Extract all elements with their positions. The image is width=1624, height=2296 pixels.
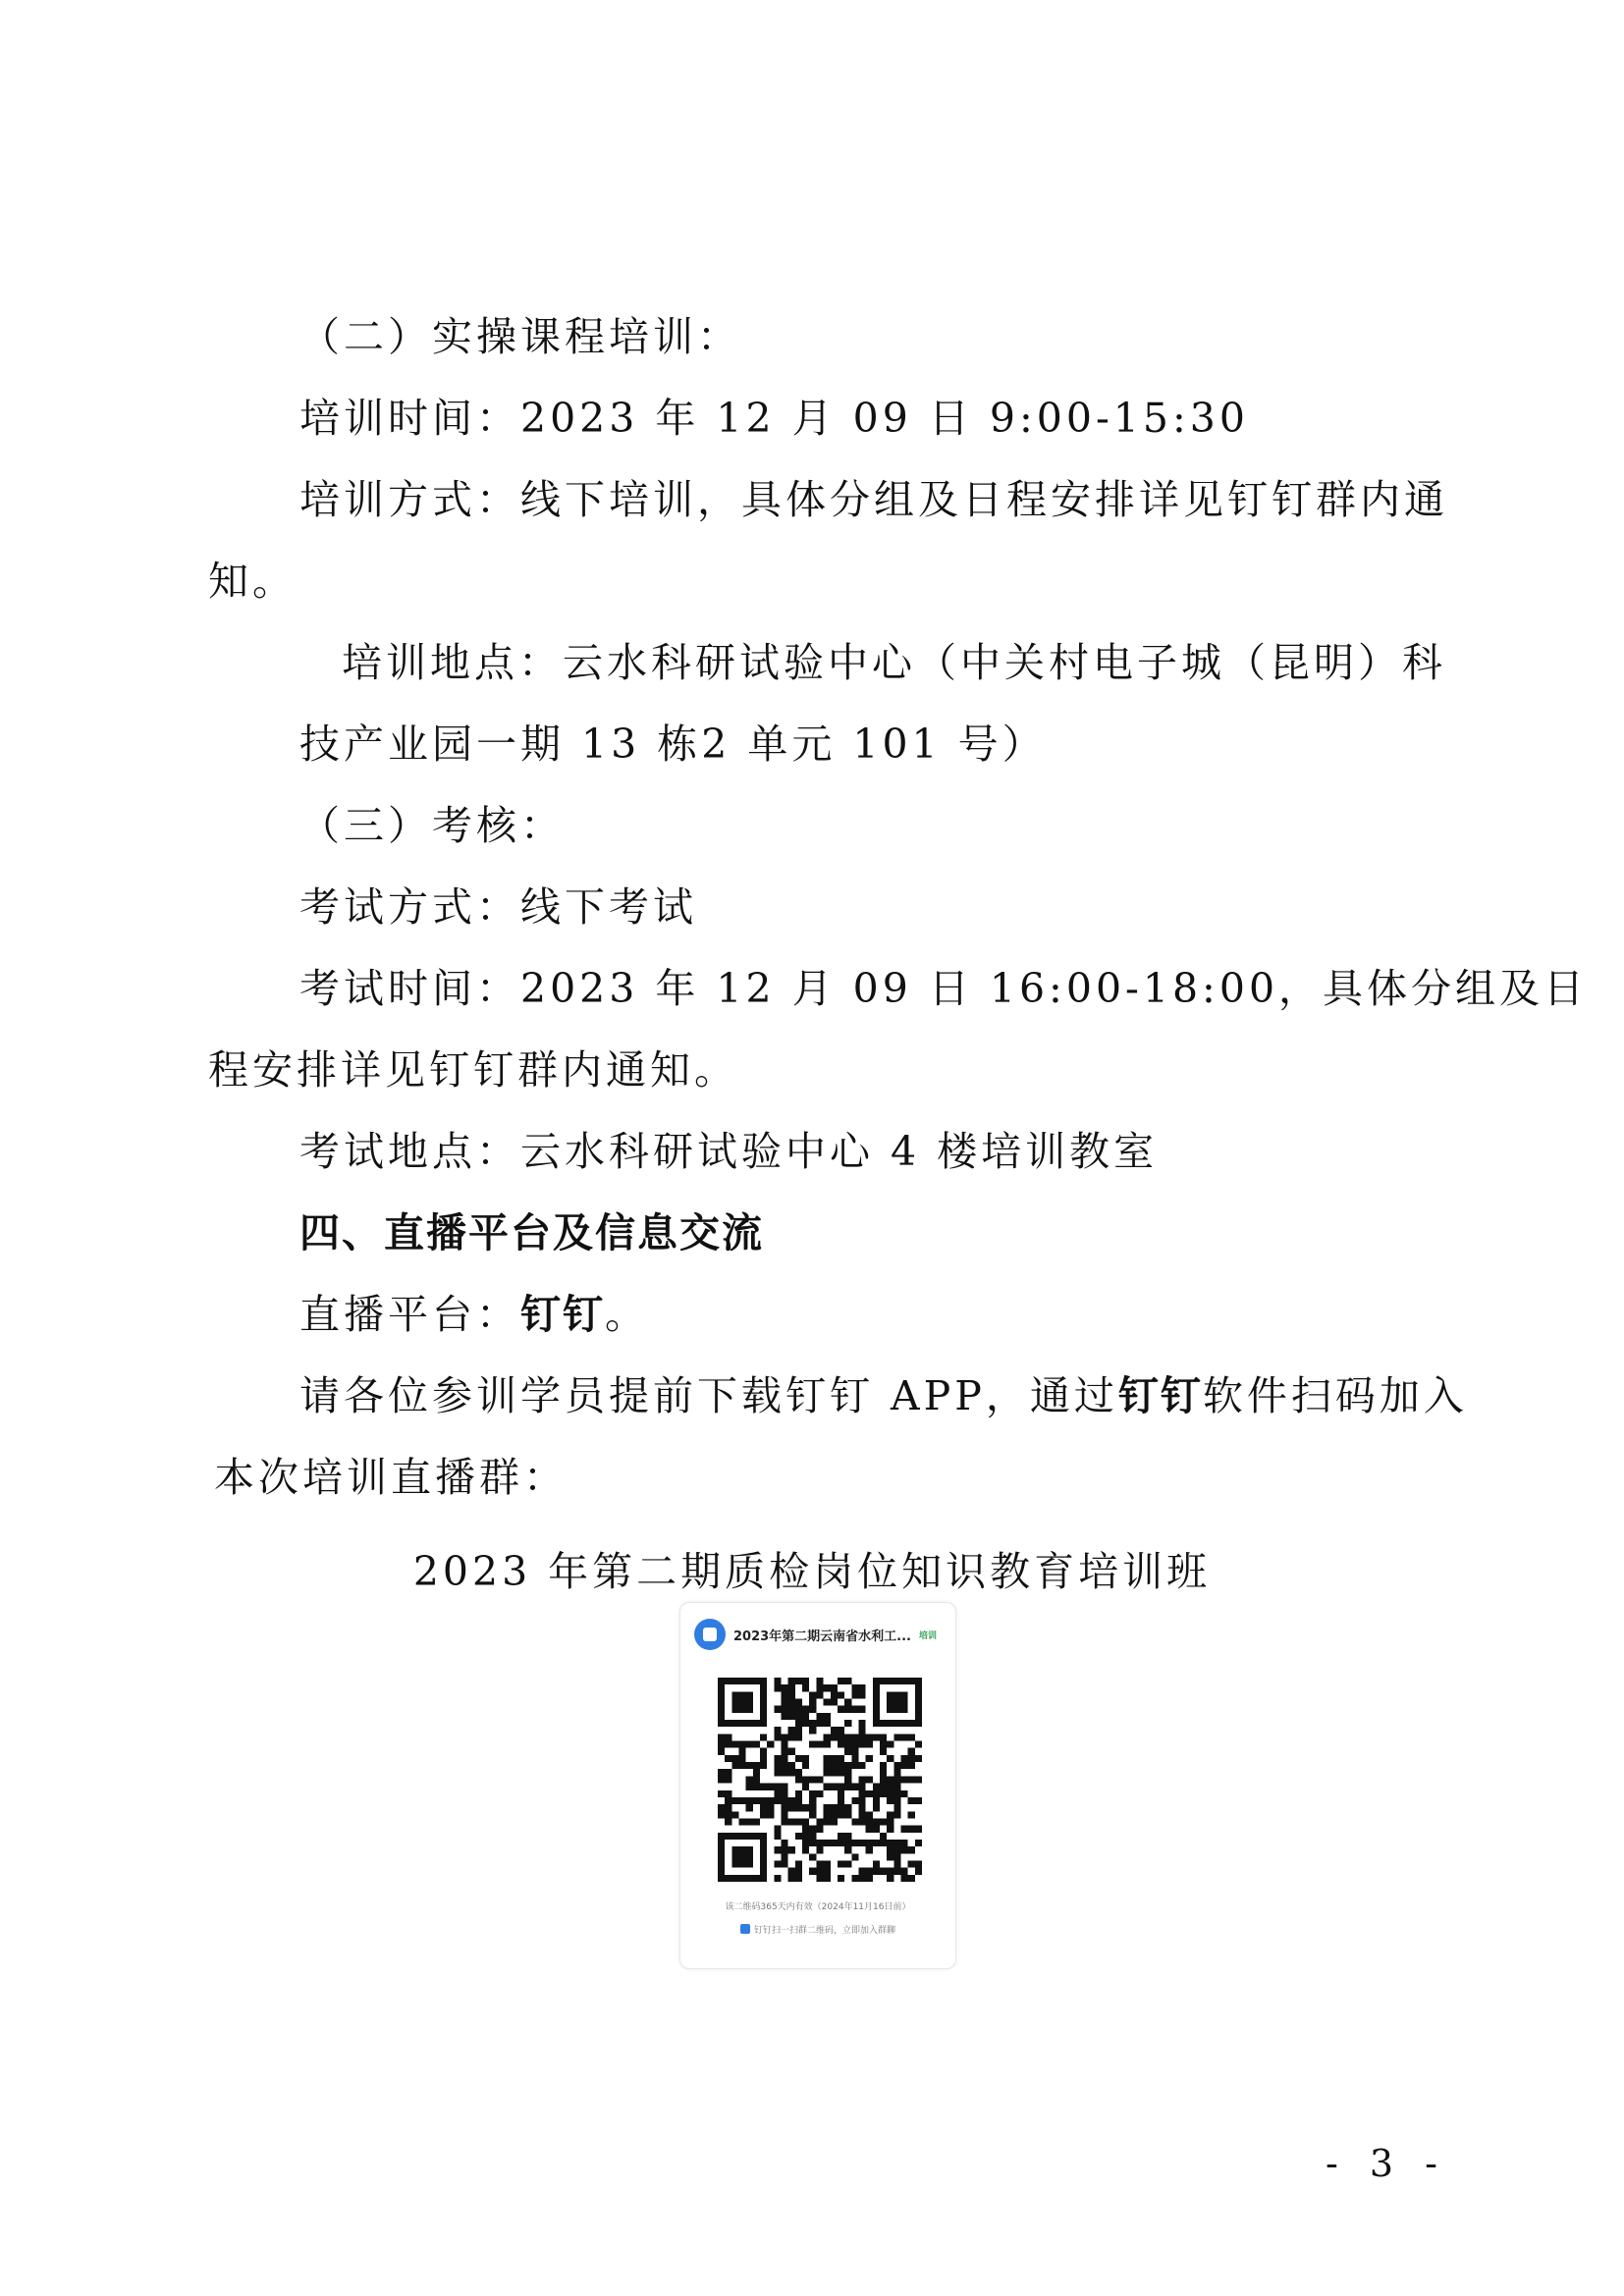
training-time: 培训时间：2023 年 12 月 09 日 9:00-15:30 [299,395,1249,442]
live-platform-end: 。 [605,1291,649,1338]
dingtalk-qr-card [679,1602,956,1969]
live-platform-label: 直播平台： [299,1291,520,1338]
dingtalk-icon [740,1924,750,1934]
group-qr-code[interactable] [718,1678,922,1882]
section-heading-assessment: （三）考核： [299,802,565,849]
class-name-caption: 2023 年第二期质检岗位知识教育培训班 [412,1548,1212,1595]
exam-time-line1: 考试时间：2023 年 12 月 09 日 16:00-18:00，具体分组及日 [299,965,1589,1012]
live-platform-line [299,1291,649,1338]
training-place-line1: 培训地点：云水科研试验中心（中关村电子城（昆明）科 [342,639,1446,686]
section-heading-practical-training: （二）实操课程培训： [299,313,741,360]
qr-group-title: 2023年第二期云南省水利工... [733,1629,911,1644]
training-method-line1: 培训方式：线下培训，具体分组及日程安排详见钉钉群内通 [299,476,1448,523]
qr-validity-text: 该二维码365天内有效（2024年11月16日前） [725,1902,911,1912]
section-heading-live-platform: 四、直播平台及信息交流 [299,1209,764,1256]
qr-group-tag: 培训 [919,1630,938,1641]
training-place-line2: 技产业园一期 13 栋2 单元 101 号） [299,721,1047,768]
dingtalk-group-logo-icon [694,1619,726,1650]
exam-place: 考试地点：云水科研试验中心 4 楼培训教室 [299,1128,1159,1175]
qr-scan-hint-text: 钉钉扫一扫群二维码，立即加入群聊 [753,1926,895,1936]
exam-method: 考试方式：线下考试 [299,883,697,931]
join-instruction-part3: 软件扫码加入 [1202,1372,1468,1419]
training-method-line2: 知。 [208,558,297,605]
live-platform-value: 钉钉 [520,1291,605,1338]
page-number: - 3 - [1326,2142,1448,2185]
join-instruction-app: 钉钉 [1117,1372,1203,1419]
exam-time-line2: 程安排详见钉钉群内通知。 [208,1046,738,1094]
join-instruction-part1: 请各位参训学员提前下载钉钉 APP，通过 [299,1372,1118,1419]
join-instruction-line1 [299,1372,1468,1419]
qr-card-header [694,1619,937,1650]
qr-scan-hint [680,1923,955,1936]
join-instruction-line2: 本次培训直播群： [214,1454,568,1501]
